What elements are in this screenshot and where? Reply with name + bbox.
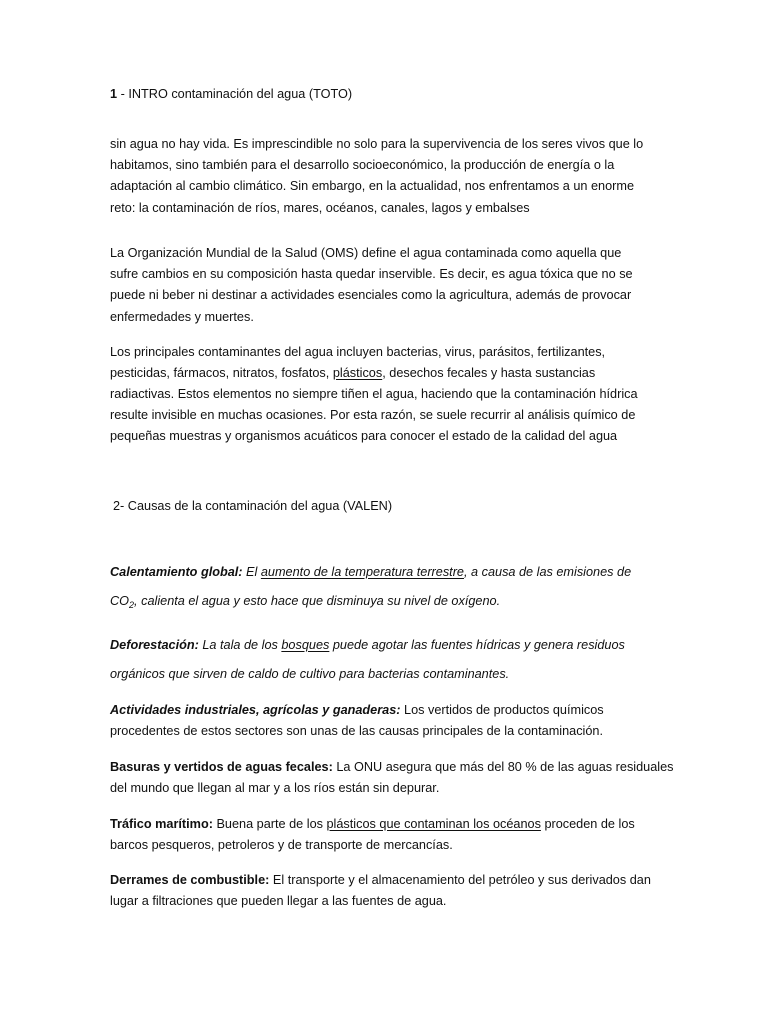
temperature-link[interactable]: aumento de la temperatura terrestre <box>260 565 464 579</box>
paragraph-3-line-4: resulte invisible en muchas ocasiones. Por esta razón, se suele recurrir al análisis químico de <box>110 408 636 422</box>
paragraph-1-line-1: sin agua no hay vida. Es imprescindible no solo para la supervivencia de los seres vivos que lo <box>110 137 644 151</box>
cause-text: Buena parte de los <box>212 817 327 831</box>
cause-text: , a causa de las emisiones de <box>463 565 632 579</box>
cause-text: La tala de los <box>198 638 282 652</box>
paragraph-3-line-3: radiactivas. Estos elementos no siempre tiñen el agua, haciendo que la contaminación hídrica <box>110 387 638 401</box>
plasticos-link[interactable]: plásticos <box>332 366 383 380</box>
cause-sewage-line-2: del mundo que llegan al mar y a los ríos están sin depurar. <box>110 781 440 795</box>
cause-text: proceden de los <box>540 817 635 831</box>
cause-text: , calienta el agua y esto hace que disminuya su nivel de oxígeno. <box>134 594 501 608</box>
section-1-heading <box>110 88 352 101</box>
cause-term: Tráfico marítimo: <box>110 817 213 831</box>
cause-term: Deforestación: <box>110 638 199 652</box>
cause-maritime-line-2: barcos pesqueros, petroleros y de transporte de mercancías. <box>110 838 453 852</box>
paragraph-3-line-2 <box>110 367 595 380</box>
cause-fuel-spill-line-1 <box>110 874 651 887</box>
cause-term: Derrames de combustible: <box>110 873 270 887</box>
co2-subscript: 2 <box>129 600 135 610</box>
paragraph-1-line-2: habitamos, sino también para el desarrollo socioeconómico, la producción de energía o la <box>110 158 615 172</box>
cause-text: El transporte y el almacenamiento del petróleo y sus derivados dan <box>269 873 651 887</box>
paragraph-3-line-5: pequeñas muestras y organismos acuáticos para conocer el estado de la calidad del agua <box>110 429 618 443</box>
cause-text: El <box>242 565 261 579</box>
section-1-title: - INTRO contaminación del agua (TOTO) <box>117 87 353 101</box>
cause-deforestation-line-2: orgánicos que sirven de caldo de cultivo para bacterias contaminantes. <box>110 667 510 681</box>
cause-industrial-line-1 <box>110 704 604 717</box>
bosques-link[interactable]: bosques <box>281 638 330 652</box>
paragraph-2-line-2: sufre cambios en su composición hasta quedar inservible. Es decir, es agua tóxica que no se <box>110 267 633 281</box>
paragraph-3-line-1: Los principales contaminantes del agua incluyen bacterias, virus, parásitos, fertilizantes, <box>110 345 606 359</box>
section-2-heading: 2- Causas de la contaminación del agua (VALEN) <box>113 499 393 513</box>
paragraph-2-line-3: puede ni beber ni destinar a actividades esenciales como la agricultura, además de provocar <box>110 288 632 302</box>
cause-text: Los vertidos de productos químicos <box>400 703 604 717</box>
cause-maritime-line-1 <box>110 818 635 831</box>
cause-text: La ONU asegura que más del 80 % de las aguas residuales <box>332 760 674 774</box>
paragraph-3-text: pesticidas, fármacos, nitratos, fosfatos, <box>110 366 333 380</box>
co2-text: CO <box>110 594 130 608</box>
cause-sewage-line-1 <box>110 761 674 774</box>
cause-deforestation-line-1 <box>110 639 625 652</box>
plastics-oceans-link[interactable]: plásticos que contaminan los océanos <box>326 817 541 831</box>
paragraph-2-line-4: enfermedades y muertes. <box>110 310 254 324</box>
paragraph-1-line-4: reto: la contaminación de ríos, mares, océanos, canales, lagos y embalses <box>110 201 530 215</box>
cause-fuel-spill-line-2: lugar a filtraciones que pueden llegar a las fuentes de agua. <box>110 894 447 908</box>
section-1-number: 1 <box>110 87 118 101</box>
cause-term: Basuras y vertidos de aguas fecales: <box>110 760 333 774</box>
cause-term: Actividades industriales, agrícolas y ganaderas: <box>110 703 401 717</box>
cause-term: Calentamiento global: <box>110 565 243 579</box>
cause-global-warming-line-1 <box>110 566 631 579</box>
paragraph-1-line-3: adaptación al cambio climático. Sin embargo, en la actualidad, nos enfrentamos a un enorme <box>110 179 635 193</box>
paragraph-2-line-1: La Organización Mundial de la Salud (OMS) define el agua contaminada como aquella que <box>110 246 622 260</box>
cause-text: puede agotar las fuentes hídricas y genera residuos <box>329 638 625 652</box>
paragraph-3-text: , desechos fecales y hasta sustancias <box>382 366 596 380</box>
cause-industrial-line-2: procedentes de estos sectores son unas de las causas principales de la contaminación. <box>110 724 603 738</box>
cause-global-warming-line-2 <box>110 595 500 608</box>
